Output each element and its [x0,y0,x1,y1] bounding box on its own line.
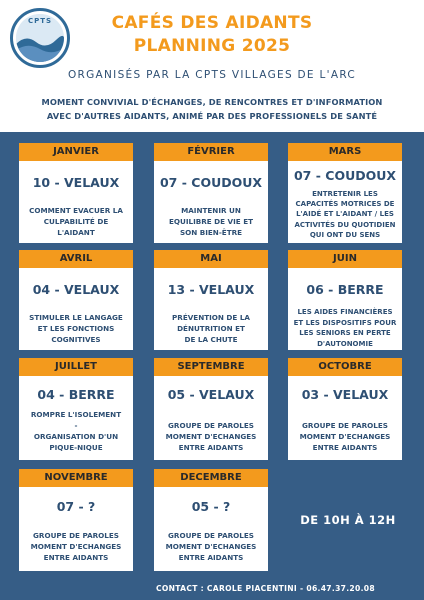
topic-line: QUI ONT DU SENS [309,230,381,239]
month-card-octobre [288,358,402,460]
topic-line: ENTRETENIR LES [312,190,378,198]
month-name: DECEMBRE [154,469,268,487]
logo-emblem [16,14,64,62]
topic-line: ENTRE AIDANTS [178,443,244,452]
month-name: JUIN [288,250,402,268]
topic-line: ROMPRE L'ISOLEMENT [30,410,122,419]
month-card-septembre [154,358,268,460]
session-date-place: 05 - VELAUX [167,387,255,402]
intro-line-2: AVEC D'AUTRES AIDANTS, ANIMÉ PAR DES PROFESSIONELS DE SANTÉ [46,110,378,121]
session-topic [290,189,400,240]
organizer-line: ORGANISÉS PAR LA CPTS VILLAGES DE L'ARC [67,69,357,81]
topic-line: GROUPE DE PAROLES [33,531,119,540]
topic-line: ENTRE AIDANTS [43,553,109,562]
topic-line: ORGANISATION D'UN [33,432,119,441]
month-name: OCTOBRE [288,358,402,376]
month-name: SEPTEMBRE [154,358,268,376]
topic-line: GROUPE DE PAROLES [168,531,254,540]
page-title [80,12,344,58]
session-date-place: 04 - BERRE [37,387,115,402]
topic-line: CULPABILITÉ DE [43,217,109,226]
session-topic [21,530,131,563]
session-date-place: 06 - BERRE [306,282,384,297]
session-topic [156,530,266,563]
topic-line: MOMENT D'ECHANGES [165,542,257,551]
session-topic [21,409,131,453]
month-card-avril [19,250,133,350]
title-line-2: PLANNING 2025 [133,36,291,56]
month-card-fevrier [154,143,268,243]
session-date-place: 07 - COUDOUX [159,175,263,190]
topic-line: MOMENT D'ECHANGES [299,432,391,441]
topic-line: ET LES DISPOSITIFS POUR [293,318,397,327]
session-topic [156,205,266,238]
month-card-decembre [154,469,268,571]
topic-line: COMMENT EVACUER LA [29,206,123,215]
hours-label: DE 10H À 12H [300,513,396,527]
month-card-juin [288,250,402,350]
month-card-janvier [19,143,133,243]
month-card-novembre [19,469,133,571]
topic-line: D'AUTONOMIE [317,339,373,348]
month-name: MAI [154,250,268,268]
logo-text: CPTS [27,17,53,25]
topic-line: ENTRE AIDANTS [178,553,244,562]
topic-line: PIQUE-NIQUE [49,443,103,452]
session-date-place: 10 - VELAUX [32,175,120,190]
topic-line: PRÉVENTION DE LA [172,313,250,322]
topic-line: L'AIDANT [57,228,95,237]
contact-line: CONTACT : CAROLE PIACENTINI - 06.47.37.20.08 [156,584,375,593]
session-date-place: 07 - COUDOUX [293,168,397,183]
title-line-1: CAFÉS DES AIDANTS [111,13,313,33]
month-name: JANVIER [19,143,133,161]
month-name: JUILLET [19,358,133,376]
topic-line: ACTIVITÉS DU QUOTIDIEN [294,220,396,229]
topic-line: CAPACITÉS MOTRICES DE [295,200,395,209]
topic-line: EQUILIBRE DE VIE ET [168,217,254,226]
session-date-place: 04 - VELAUX [32,282,120,297]
cpts-logo [10,8,70,68]
topic-line: MAINTENIR UN [181,206,241,215]
session-topic [290,307,400,349]
session-topic [290,420,400,453]
topic-line: DÉNUTRITION ET [177,324,245,333]
topic-line: DE LA CHUTE [184,335,238,344]
topic-line: ENTRE AIDANTS [312,443,378,452]
month-name: AVRIL [19,250,133,268]
month-card-juillet [19,358,133,460]
month-card-mars [288,143,402,243]
session-date-place: 05 - ? [191,499,231,514]
topic-line: L'AIDÉ ET L'AIDANT / LES [296,210,394,219]
topic-line: - [74,421,78,430]
topic-line: COGNITIVES [51,335,101,344]
topic-line: LES SENIORS EN PERTE [299,329,391,337]
topic-line: MOMENT D'ECHANGES [165,432,257,441]
topic-line: ET LES FONCTIONS [37,324,115,333]
session-topic [21,312,131,345]
session-topic [156,420,266,453]
month-name: MARS [288,143,402,161]
session-date-place: 03 - VELAUX [301,387,389,402]
month-name: FÉVRIER [154,143,268,161]
session-topic [21,205,131,238]
topic-line: LES AIDES FINANCIÈRES [297,308,393,316]
header [0,0,424,132]
intro-text [6,96,418,123]
topic-line: GROUPE DE PAROLES [302,421,388,430]
month-card-mai [154,250,268,350]
session-date-place: 07 - ? [56,499,96,514]
topic-line: MOMENT D'ECHANGES [30,542,122,551]
session-date-place: 13 - VELAUX [167,282,255,297]
topic-line: STIMULER LE LANGAGE [29,313,123,322]
topic-line: GROUPE DE PAROLES [168,421,254,430]
topic-line: SON BIEN-ÊTRE [179,228,243,237]
intro-line-1: MOMENT CONVIVIAL D'ÉCHANGES, DE RENCONTRES ET D'INFORMATION [41,97,383,107]
session-topic [156,312,266,345]
month-name: NOVEMBRE [19,469,133,487]
